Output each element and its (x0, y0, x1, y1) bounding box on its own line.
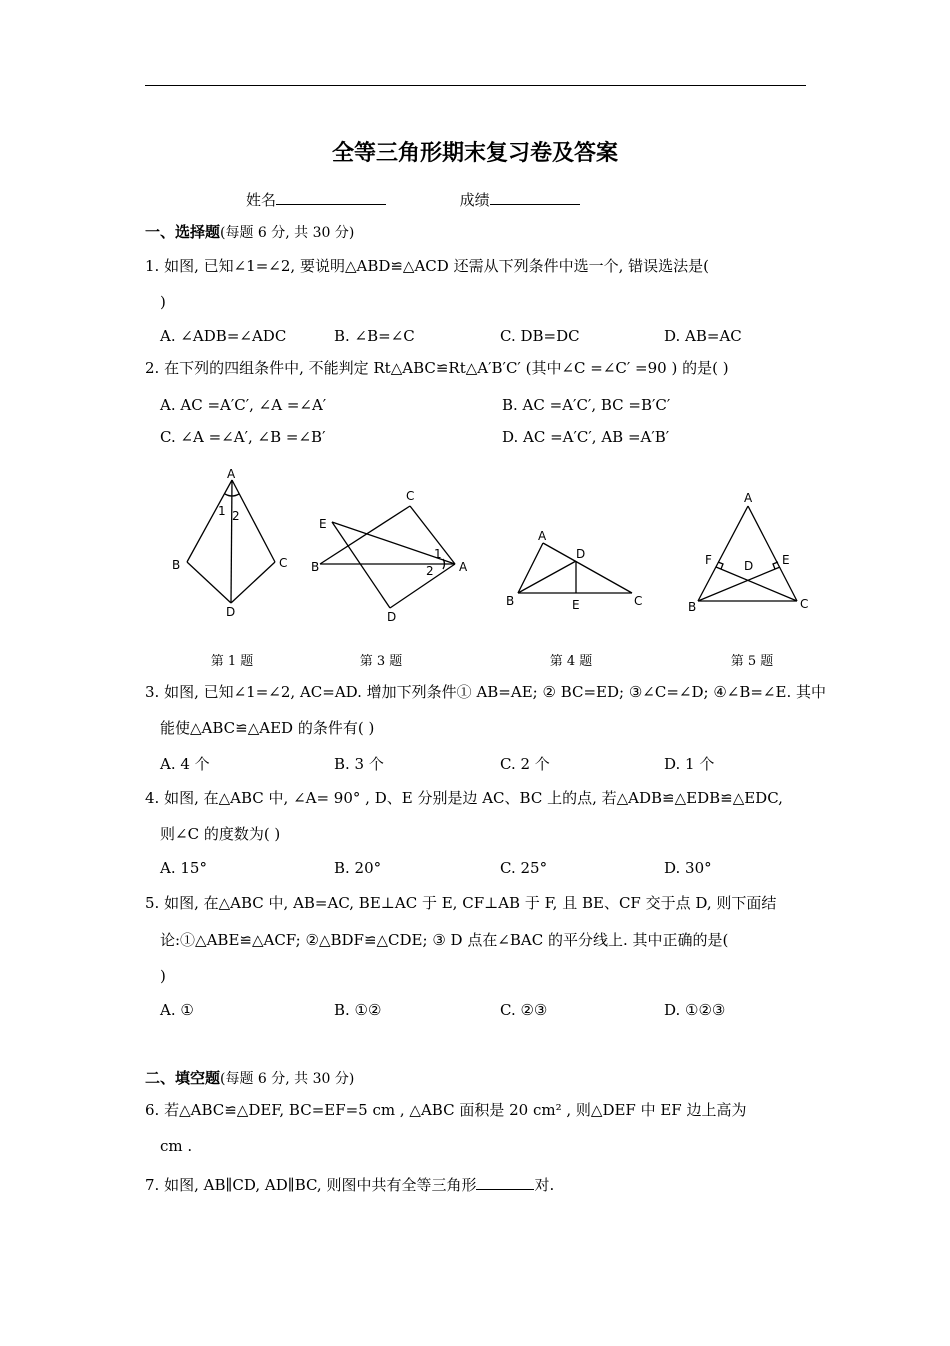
caption-fig4: 第 4 题 (549, 654, 593, 669)
q4-option-b[interactable]: B. 20° (334, 859, 382, 877)
fig4-label-b: B (506, 594, 515, 608)
q5-line3: ) (160, 967, 166, 985)
section1-note: (每题 6 分, 共 30 分) (220, 225, 355, 241)
fig5-label-d: D (744, 559, 754, 573)
fig5-label-f: F (705, 553, 712, 567)
q5-option-d[interactable]: D. ①②③ (664, 1001, 726, 1019)
score-label: 成绩 (459, 191, 490, 209)
fig4-label-d: D (576, 547, 586, 561)
q1-line2: ) (160, 293, 166, 311)
fig5-label-c: C (800, 597, 809, 611)
q2-line1: 2. 在下列的四组条件中, 不能判定 Rt△ABC≌Rt△A′B′C′ (其中∠C =∠C′ =90 ) 的是( ) (145, 359, 729, 377)
fig4-label-a: A (538, 529, 547, 543)
name-label: 姓名 (246, 191, 277, 209)
fig3-label-c: C (406, 489, 415, 503)
figure-q1 (165, 462, 295, 622)
header-rule (145, 85, 806, 86)
q3-option-b[interactable]: B. 3 个 (334, 755, 384, 773)
fig3-label-1: 1 (434, 547, 442, 561)
q2-option-a[interactable]: A. AC =A′C′, ∠A =∠A′ (160, 396, 327, 414)
q1-option-c[interactable]: C. DB=DC (500, 327, 580, 345)
name-field[interactable] (276, 188, 386, 205)
q3-option-d[interactable]: D. 1 个 (664, 755, 715, 773)
q3-line1: 3. 如图, 已知∠1=∠2, AC=AD. 增加下列条件① AB=AE; ② BC=ED; ③∠C=∠D; ④∠B=∠E. 其中 (145, 683, 826, 701)
fig5-label-a: A (744, 491, 753, 505)
q6-line2: cm . (160, 1137, 193, 1155)
section1-header (145, 222, 354, 243)
q4-option-d[interactable]: D. 30° (664, 859, 712, 877)
q2-option-c[interactable]: C. ∠A =∠A′, ∠B =∠B′ (160, 428, 326, 446)
q3-line2: 能使△ABC≌△AED 的条件有( ) (160, 719, 375, 737)
student-info (246, 188, 580, 210)
q5-option-a[interactable]: A. ① (160, 1001, 194, 1019)
caption-fig5: 第 5 题 (730, 654, 774, 669)
page-title: 全等三角形期末复习卷及答案 (331, 141, 618, 166)
q5-option-c[interactable]: C. ②③ (500, 1001, 548, 1019)
fig4-label-c: C (634, 594, 643, 608)
figure-q3 (310, 484, 480, 629)
fig1-label-1: 1 (218, 504, 226, 518)
q4-line2: 则∠C 的度数为( ) (160, 825, 281, 843)
fig3-label-b: B (311, 560, 320, 574)
q1-option-b[interactable]: B. ∠B=∠C (334, 327, 415, 345)
caption-fig1: 第 1 题 (210, 654, 254, 669)
q1-option-a[interactable]: A. ∠ADB=∠ADC (160, 327, 287, 345)
section1-heading: 一、选择题 (145, 223, 221, 241)
score-field[interactable] (490, 188, 580, 205)
fig1-label-c: C (279, 556, 288, 570)
q3-option-c[interactable]: C. 2 个 (500, 755, 550, 773)
section2-heading: 二、填空题 (145, 1069, 221, 1087)
fig3-label-d: D (387, 610, 397, 624)
q1-option-d[interactable]: D. AB=AC (664, 327, 742, 345)
q7-line (145, 1173, 554, 1195)
q4-option-c[interactable]: C. 25° (500, 859, 548, 877)
q3-option-a[interactable]: A. 4 个 (160, 755, 210, 773)
fig3-label-2: 2 (426, 564, 434, 578)
q5-line2: 论:①△ABE≌△ACF; ②△BDF≌△CDE; ③ D 点在∠BAC 的平分线上. 其中正确的是( (160, 931, 729, 949)
fig1-label-2: 2 (232, 509, 240, 523)
fig3-label-a: A (459, 560, 468, 574)
figure-q5 (680, 484, 820, 619)
q5-line1: 5. 如图, 在△ABC 中, AB=AC, BE⊥AC 于 E, CF⊥AB 于 F, 且 BE、CF 交于点 D, 则下面结 (145, 894, 777, 912)
q5-option-b[interactable]: B. ①② (334, 1001, 382, 1019)
q1-line1: 1. 如图, 已知∠1=∠2, 要说明△ABD≌△ACD 还需从下列条件中选一个, 错误选法是( (145, 257, 709, 275)
fig4-label-e: E (572, 598, 580, 612)
q6-line1: 6. 若△ABC≌△DEF, BC=EF=5 cm , △ABC 面积是 20 cm² , 则△DEF 中 EF 边上高为 (145, 1101, 747, 1119)
section2-note: (每题 6 分, 共 30 分) (220, 1071, 355, 1087)
q4-line1: 4. 如图, 在△ABC 中, ∠A= 90° , D、E 分别是边 AC、BC 上的点, 若△ADB≌△EDB≌△EDC, (145, 789, 783, 807)
fig5-label-b: B (688, 600, 697, 614)
caption-fig3: 第 3 题 (359, 654, 403, 669)
q2-option-b[interactable]: B. AC =A′C′, BC =B′C′ (502, 396, 671, 414)
fig1-label-a: A (227, 467, 236, 481)
q7-text: 7. 如图, AB∥CD, AD∥BC, 则图中共有全等三角形 (145, 1176, 477, 1194)
fig3-label-e: E (319, 517, 327, 531)
figure-q4 (500, 525, 660, 620)
fig1-label-d: D (226, 605, 236, 619)
q7-answer-blank[interactable] (476, 1173, 534, 1190)
q7-text-end: 对. (534, 1176, 555, 1194)
fig5-label-e: E (782, 553, 790, 567)
section2-header (145, 1068, 354, 1089)
q2-option-d[interactable]: D. AC =A′C′, AB =A′B′ (502, 428, 670, 446)
q4-option-a[interactable]: A. 15° (160, 859, 207, 877)
fig1-label-b: B (172, 558, 181, 572)
